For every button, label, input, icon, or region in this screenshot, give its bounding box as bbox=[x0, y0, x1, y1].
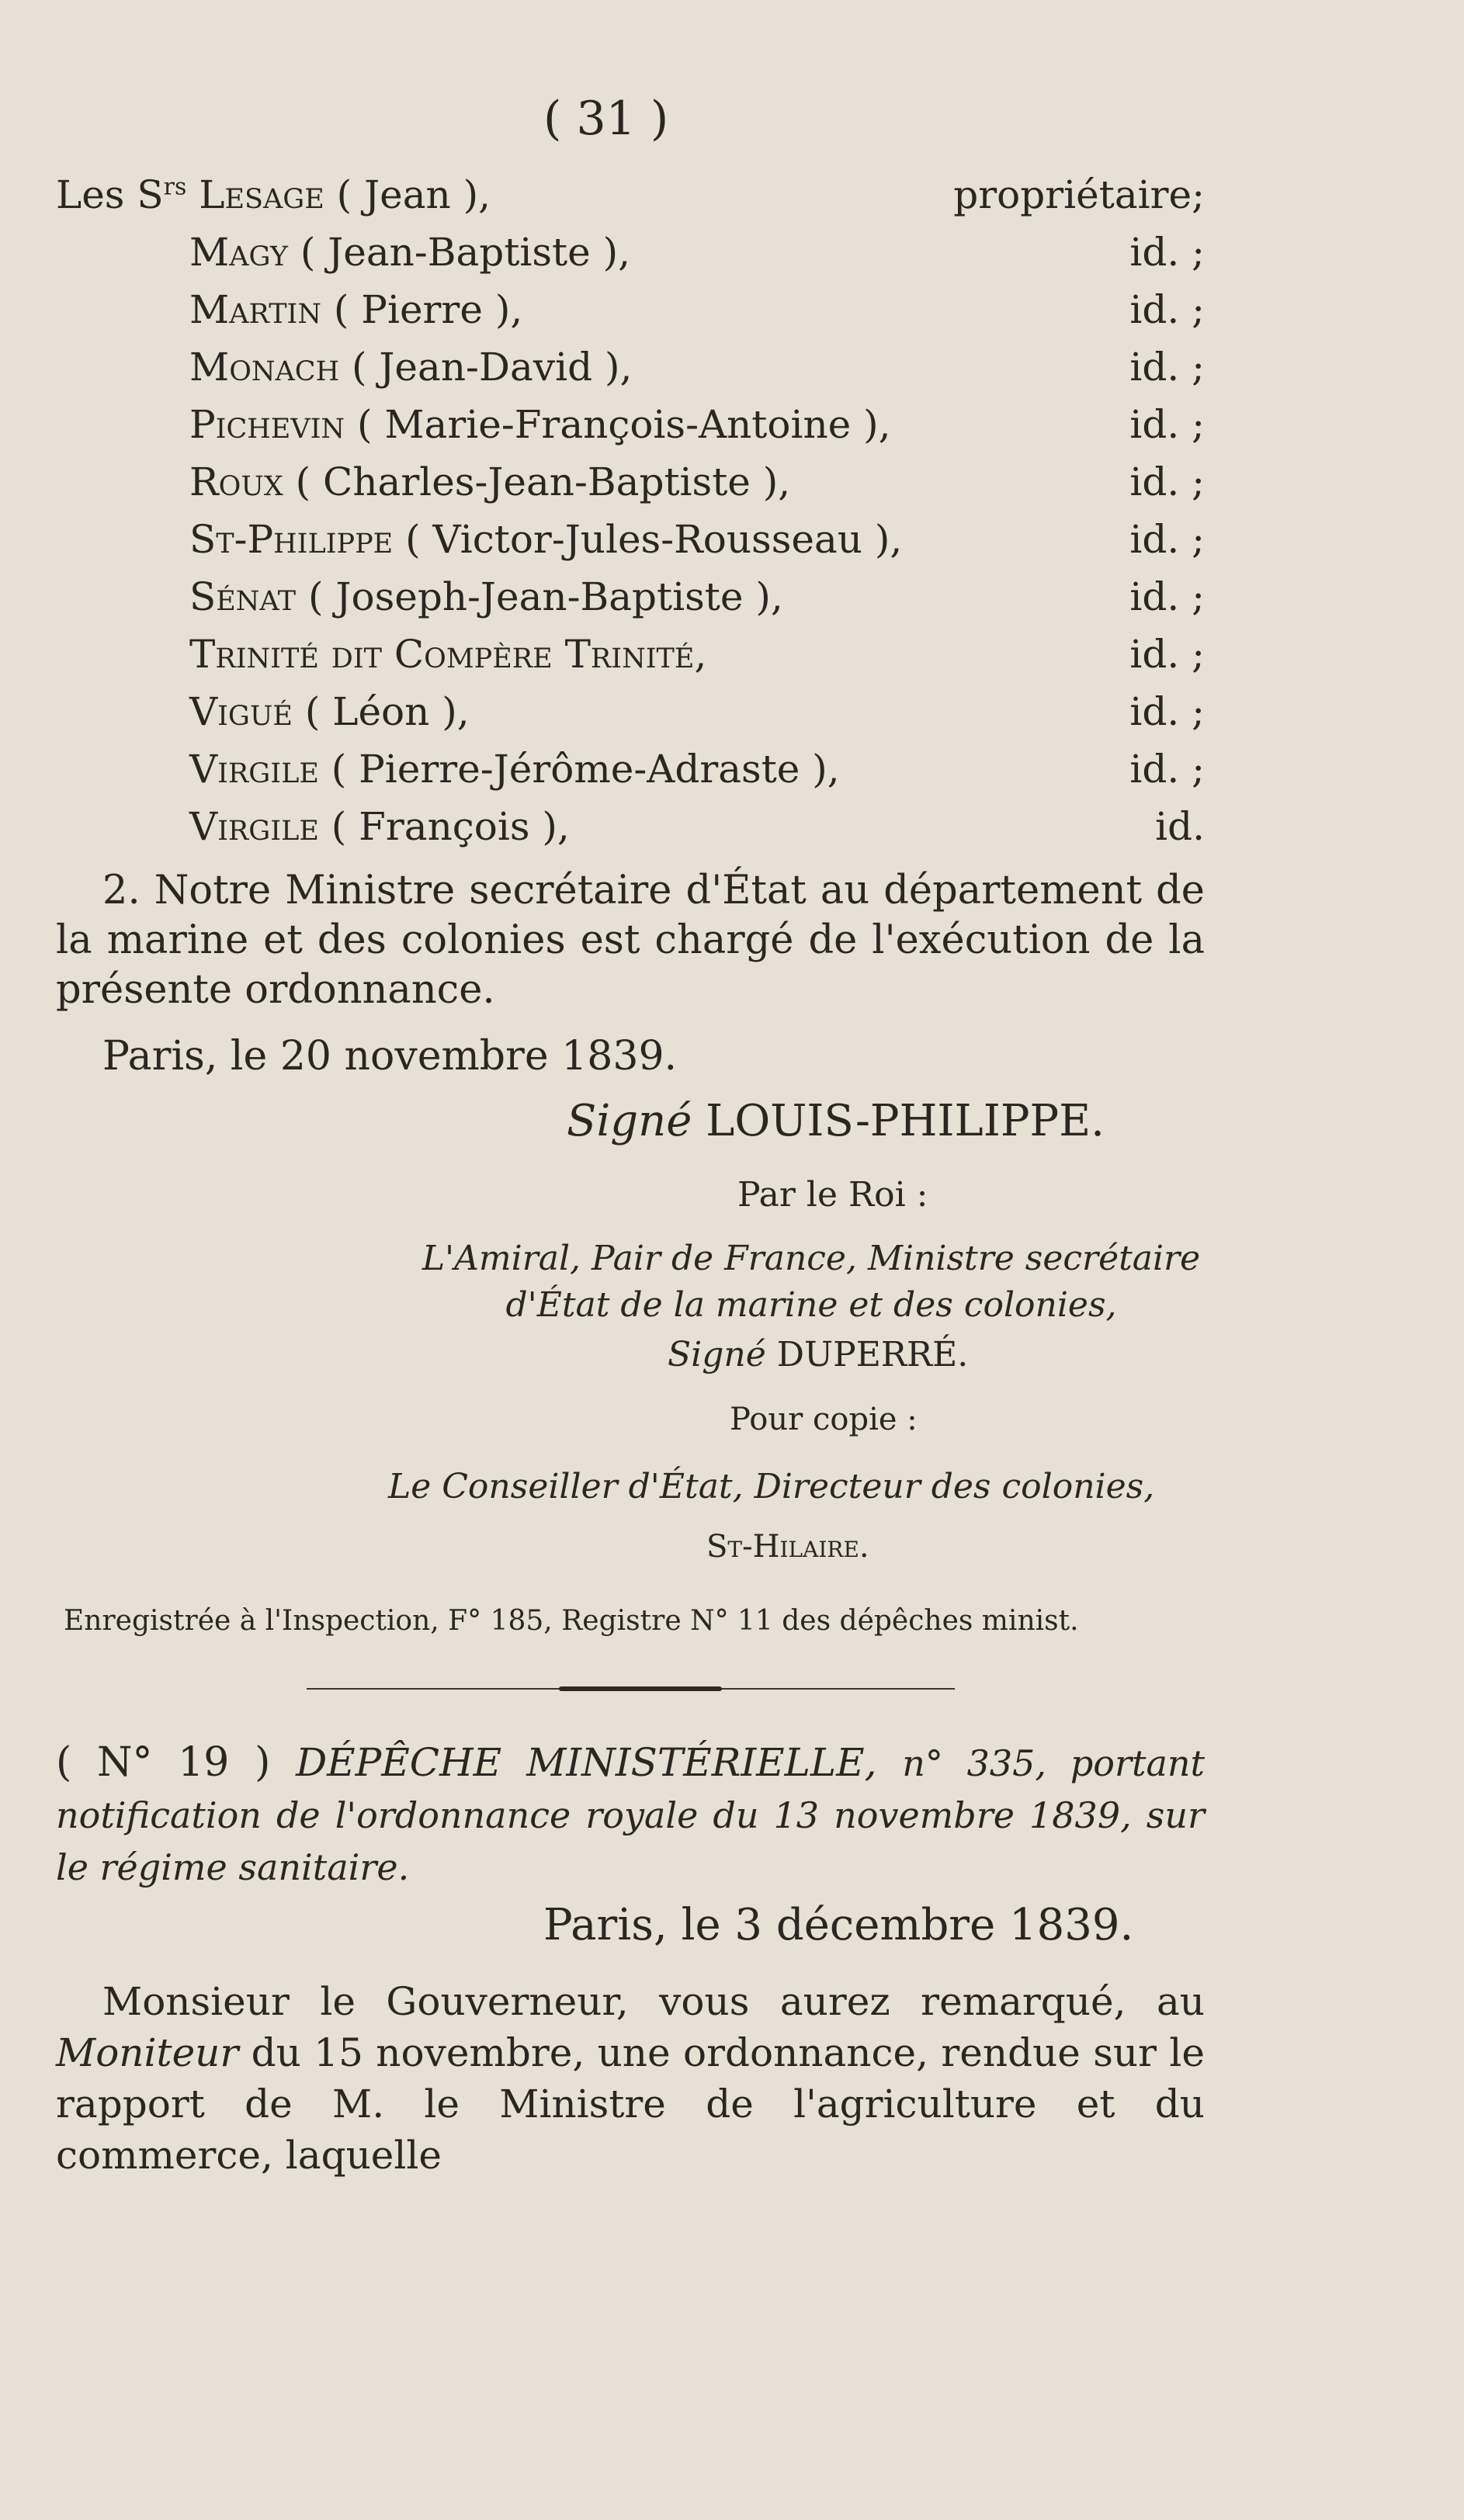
qualite: id. ; bbox=[1129, 345, 1205, 390]
list-item bbox=[56, 574, 1205, 632]
qualite: id. ; bbox=[1129, 689, 1205, 734]
depeche-title: DÉPÊCHE MINISTÉRIELLE, bbox=[296, 1740, 877, 1785]
letter-body bbox=[56, 1976, 1205, 2181]
date-paris-20-novembre: Paris, le 20 novembre 1839. bbox=[102, 1033, 678, 1080]
signe-name: LOUIS-PHILIPPE. bbox=[706, 1096, 1105, 1146]
qualite: propriétaire; bbox=[953, 172, 1205, 217]
moniteur: Moniteur bbox=[56, 2030, 239, 2075]
qualite: id. ; bbox=[1129, 632, 1205, 677]
list-item bbox=[56, 345, 1205, 402]
signature-louis-philippe bbox=[567, 1096, 1105, 1146]
list-item bbox=[56, 632, 1205, 689]
surname: Roux bbox=[189, 459, 283, 504]
signe-label: Signé bbox=[567, 1096, 692, 1146]
surname: Virgile bbox=[189, 747, 319, 792]
given-names: ( Marie-François-Antoine ), bbox=[345, 402, 891, 447]
list-item bbox=[56, 747, 1205, 804]
given-names: ( Jean ), bbox=[324, 172, 491, 217]
qualite: id. ; bbox=[1129, 747, 1205, 792]
qualite: id. ; bbox=[1129, 574, 1205, 619]
st-hilaire: St-Hilaire. bbox=[706, 1529, 869, 1565]
prefix-sup: rs bbox=[163, 173, 187, 201]
surname: Vigué bbox=[189, 689, 293, 734]
list-item bbox=[56, 804, 1205, 861]
par-le-roi: Par le Roi : bbox=[737, 1175, 928, 1215]
given-names: ( François ), bbox=[318, 804, 570, 849]
surname: Martin bbox=[189, 287, 322, 332]
qualite: id. ; bbox=[1129, 459, 1205, 504]
list-item bbox=[56, 287, 1205, 345]
enregistree-line: Enregistrée à l'Inspection, F° 185, Registre N° 11 des dépêches minist. bbox=[64, 1605, 1079, 1637]
surname: Sénat bbox=[189, 574, 297, 619]
given-names: ( Charles-Jean-Baptiste ), bbox=[283, 459, 791, 504]
date-paris-3-decembre: Paris, le 3 décembre 1839. bbox=[543, 1900, 1134, 1950]
letter-part-1: Monsieur le Gouverneur, vous aurez remarqué, au bbox=[102, 1979, 1205, 2024]
surname: Virgile bbox=[189, 804, 319, 849]
given-names: ( Pierre-Jérôme-Adraste ), bbox=[318, 747, 840, 792]
amiral-line-1: L'Amiral, Pair de France, Ministre secrétaire bbox=[422, 1239, 1201, 1278]
qualite: id. ; bbox=[1129, 517, 1205, 562]
article-2: 2. Notre Ministre secrétaire d'État au département de la marine et des colonies est chargé de l'exécution de la présente ordonnance. bbox=[56, 868, 1205, 1013]
depeche-number: ( N° 19 ) bbox=[56, 1739, 271, 1786]
surname: Lesage bbox=[199, 172, 324, 217]
list-item bbox=[56, 459, 1205, 517]
qualite: id. bbox=[1155, 804, 1205, 849]
prefix: Les S bbox=[56, 172, 164, 217]
signature-duperre bbox=[668, 1335, 968, 1374]
list-item bbox=[56, 517, 1205, 574]
given-names: ( Pierre ), bbox=[321, 287, 523, 332]
surname: Magy bbox=[189, 230, 288, 275]
given-names: ( Joseph-Jean-Baptiste ), bbox=[296, 574, 783, 619]
amiral-line-2: d'État de la marine et des colonies, bbox=[505, 1285, 1117, 1325]
list-item bbox=[56, 172, 1205, 230]
list-item bbox=[56, 230, 1205, 287]
separator-rule-center bbox=[559, 1686, 722, 1691]
given-names: ( Jean-David ), bbox=[339, 345, 633, 390]
surname: Trinité dit Compère Trinité, bbox=[189, 632, 707, 677]
surname: Monach bbox=[189, 345, 340, 390]
pour-copie: Pour copie : bbox=[730, 1402, 918, 1437]
surname: St-Philippe bbox=[189, 517, 394, 562]
page-number: ( 31 ) bbox=[543, 92, 669, 146]
given-names: ( Léon ), bbox=[292, 689, 470, 734]
list-item bbox=[56, 402, 1205, 459]
conseiller-line: Le Conseiller d'État, Directeur des colonies, bbox=[388, 1467, 1155, 1506]
given-names: ( Victor-Jules-Rousseau ), bbox=[393, 517, 903, 562]
qualite: id. ; bbox=[1129, 287, 1205, 332]
qualite: id. ; bbox=[1129, 402, 1205, 447]
letter-part-2: du 15 novembre, une ordonnance, rendue sur le rapport de M. le Ministre de l'agriculture et du commerce, laquelle bbox=[56, 2030, 1205, 2178]
signe-label-2: Signé bbox=[668, 1335, 766, 1374]
depeche-heading bbox=[56, 1737, 1205, 1893]
list-item bbox=[56, 689, 1205, 747]
surname: Pichevin bbox=[189, 402, 345, 447]
given-names: ( Jean-Baptiste ), bbox=[287, 230, 631, 275]
depeche-subtitle: n° 335, portant notification de l'ordonnance royale du 13 novembre 1839, sur le régime sanitaire. bbox=[56, 1742, 1205, 1888]
signe2-name: DUPERRÉ. bbox=[776, 1335, 969, 1374]
qualite: id. ; bbox=[1129, 230, 1205, 275]
